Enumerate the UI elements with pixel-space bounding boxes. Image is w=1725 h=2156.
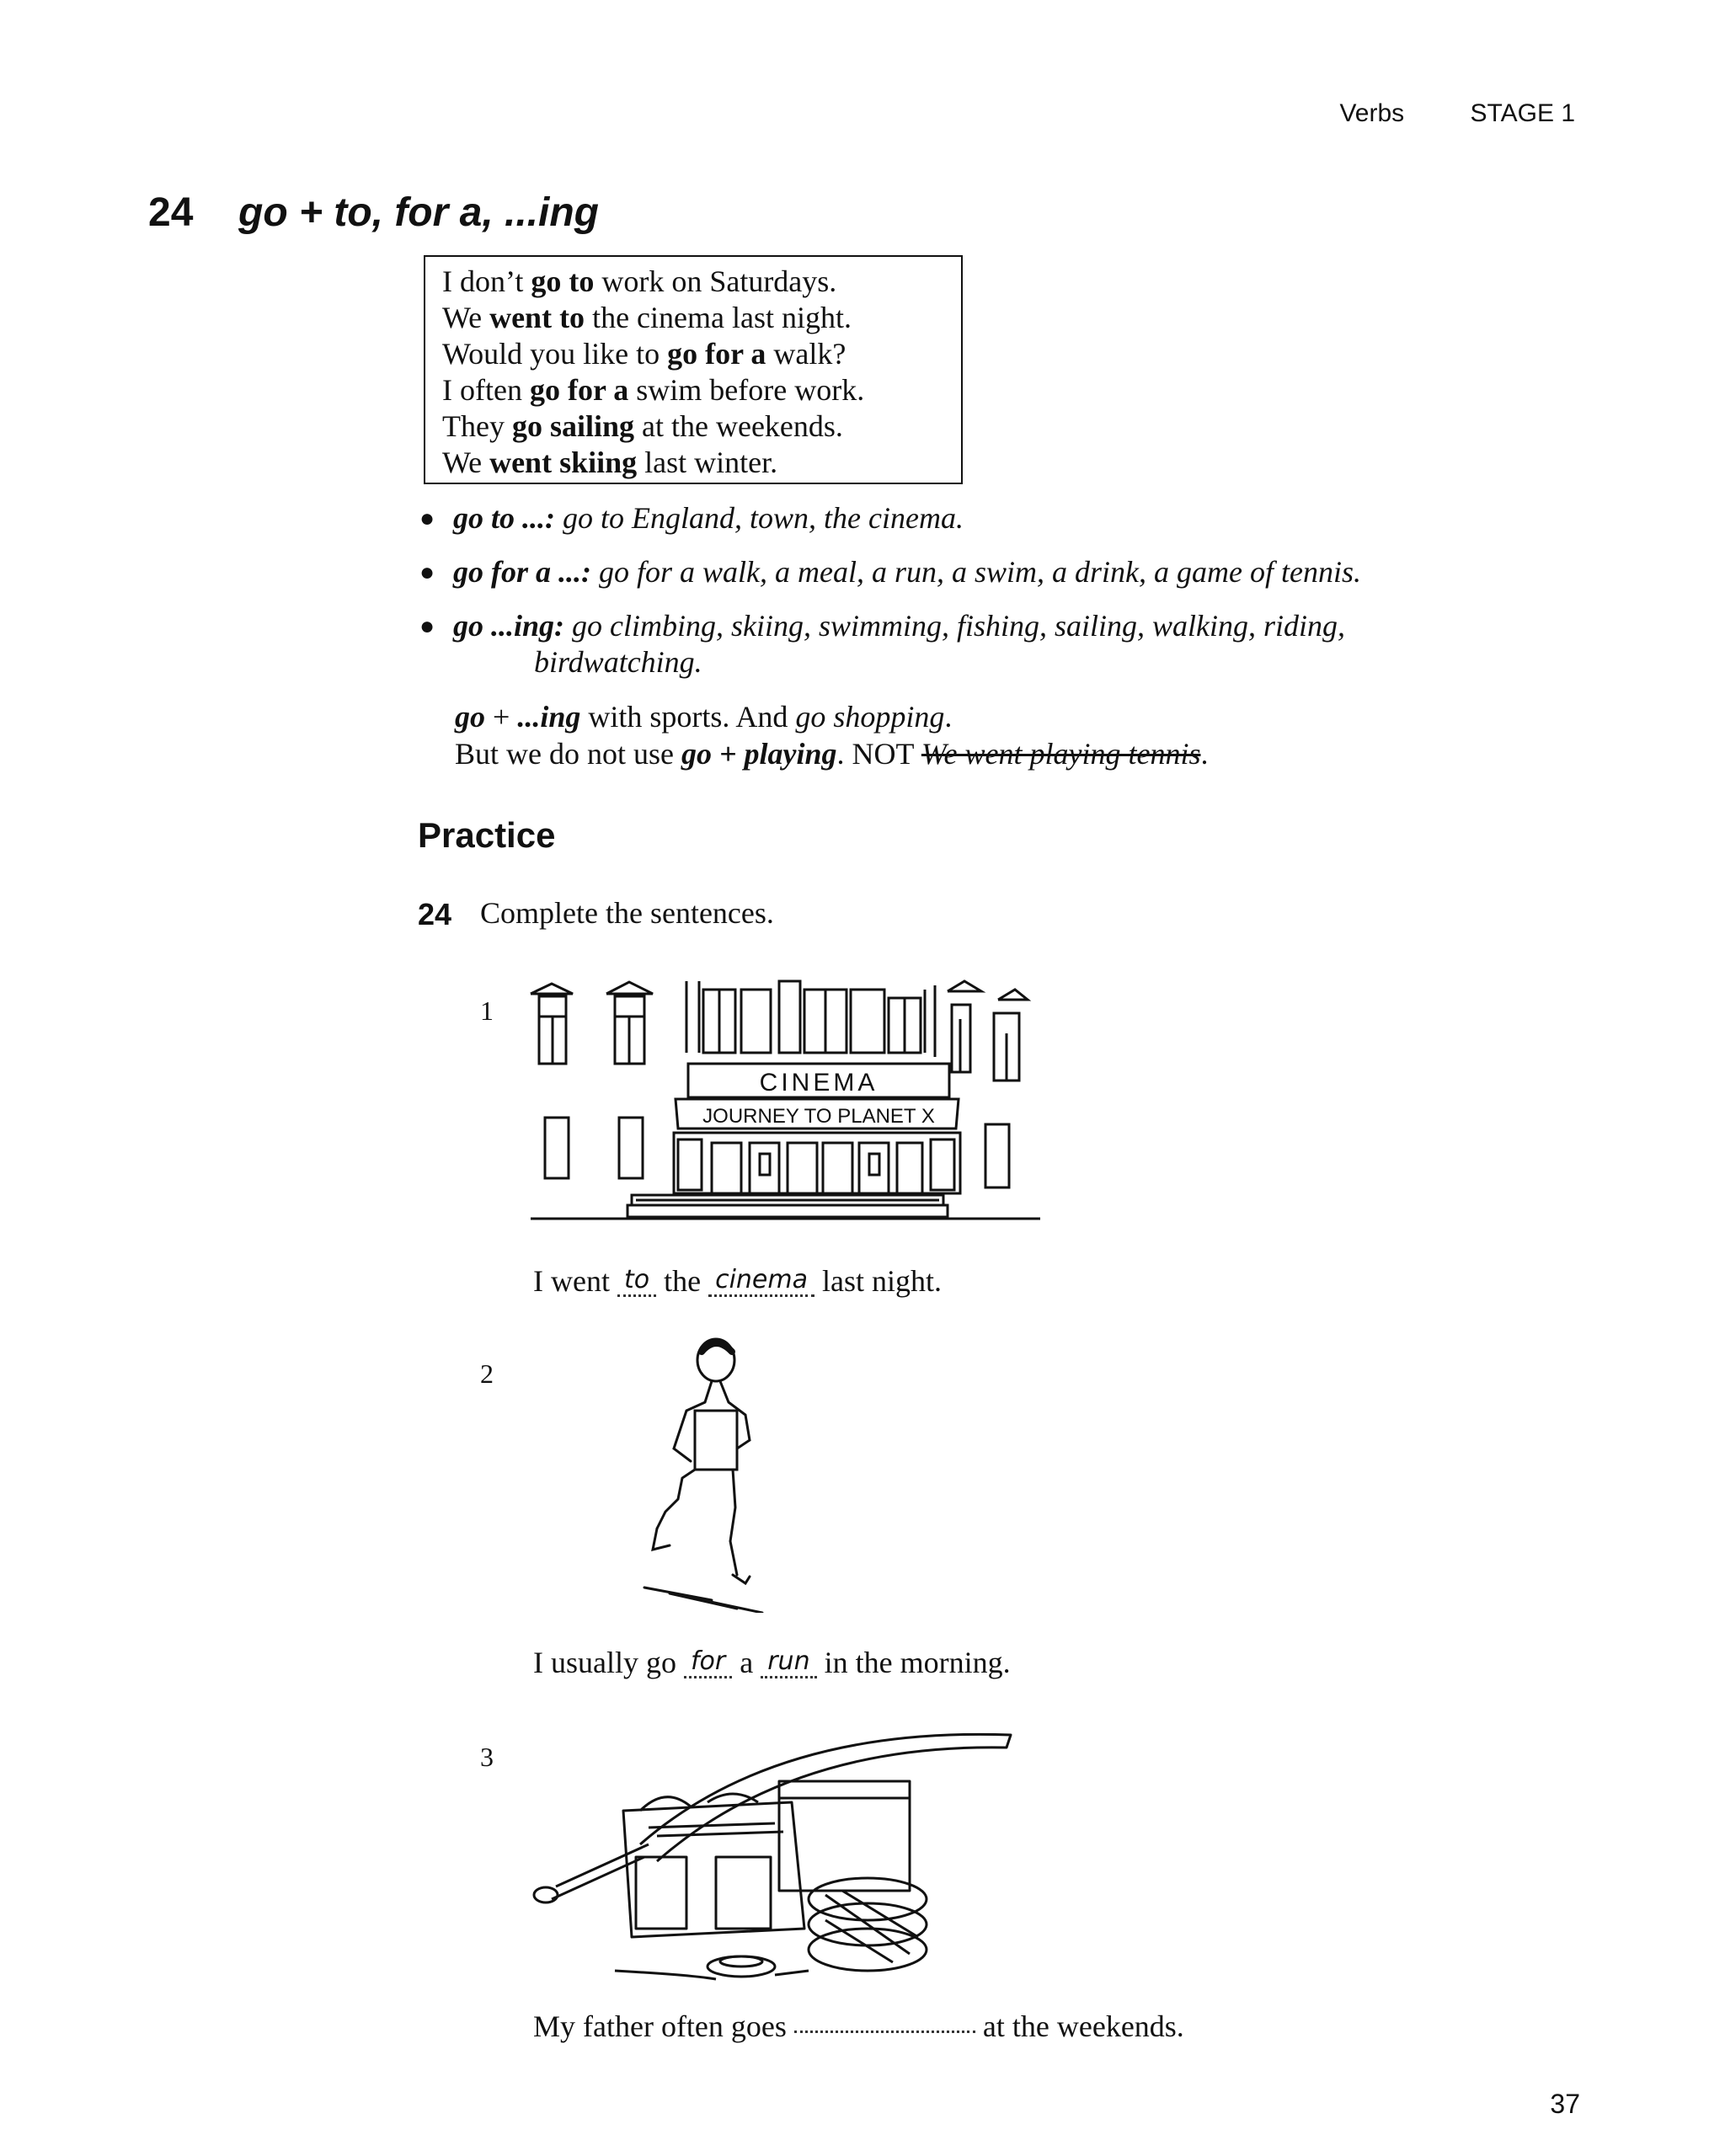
fishing-gear-illustration [522,1718,1019,1988]
practice-heading: Practice [418,815,556,855]
item-number: 3 [480,1742,494,1772]
item-number: 2 [480,1358,494,1389]
cinema-sign-title: CINEMA [759,1069,879,1097]
rule-bullet: ● go ...ing: go climbing, skiing, swimming, fishing, sailing, walking, riding, birdwatching. [419,609,1346,679]
example-line: I don’t go to work on Saturdays. [442,264,837,298]
running-header [1339,99,1575,128]
example-line: We went to the cinema last night. [442,301,852,334]
example-line: Would you like to go for a walk? [442,337,846,371]
answer-blank[interactable]: for [684,1647,732,1678]
exercise-sentence: I usually go for a run in the morning. [533,1646,1011,1679]
wrong-example: We went playing tennis [921,737,1201,771]
header-stage: STAGE 1 [1470,99,1575,127]
item-number: 1 [480,995,494,1026]
unit-title: go + to, for a, ...ing [238,190,599,235]
cinema-sign-subtitle: JOURNEY TO PLANET X [702,1105,935,1128]
header-section: Verbs [1339,99,1405,127]
answer-blank[interactable]: run [761,1647,816,1678]
page-number: 37 [1550,2089,1580,2119]
cinema-illustration [526,956,1044,1242]
example-box [424,255,963,484]
example-line: I often go for a swim before work. [442,373,865,407]
example-line: We went skiing last winter. [442,446,778,479]
bullet-icon: ● [419,558,435,586]
rule-bullet: ● go for a ...: go for a walk, a meal, a run, a swim, a drink, a game of tennis. [419,555,1361,589]
exercise-number: 24 [418,897,452,931]
bullet-icon: ● [419,504,435,532]
usage-note: But we do not use go + playing. NOT We went playing tennis. [455,737,1209,771]
rule-bullet: ● go to ...: go to England, town, the cinema. [419,501,964,535]
example-line: They go sailing at the weekends. [442,409,843,443]
answer-blank[interactable]: cinema [708,1266,814,1297]
runner-illustration [636,1331,771,1613]
exercise-sentence: My father often goes at the weekends. [533,2009,1184,2043]
usage-note: go + ...ing with sports. And go shopping. [455,700,953,734]
exercise-instruction: Complete the sentences. [480,896,774,930]
unit-number: 24 [148,190,194,235]
bullet-icon: ● [419,612,435,640]
exercise-sentence: I went to the cinema last night. [533,1264,942,1298]
answer-blank[interactable] [794,2031,975,2033]
answer-blank[interactable]: to [617,1266,656,1297]
